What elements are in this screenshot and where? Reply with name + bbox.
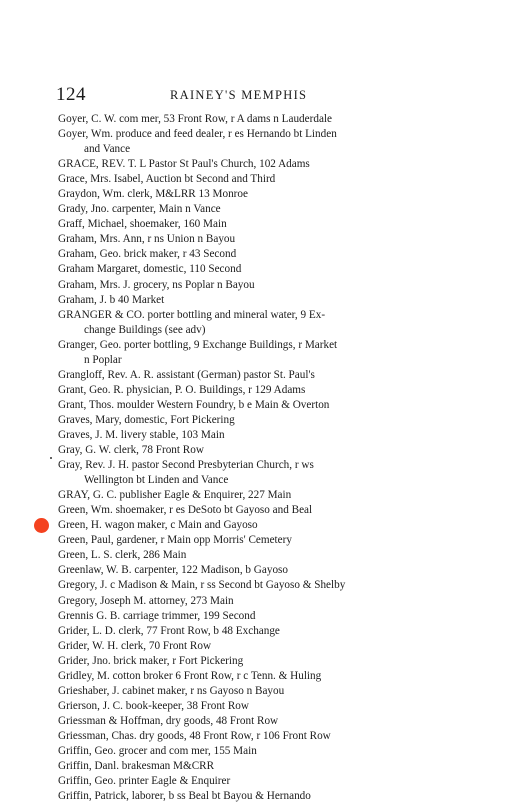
directory-entry: Graves, Mary, domestic, Fort Pickering	[58, 413, 235, 426]
directory-entry: Grieshaber, J. cabinet maker, r ns Gayoso n Bayou	[58, 684, 285, 697]
directory-entry-continuation: Wellington bt Linden and Vance	[84, 474, 229, 487]
directory-entry: GRAY, G. C. publisher Eagle & Enquirer, 227 Main	[58, 489, 292, 502]
directory-entry: Grangloff, Rev. A. R. assistant (German) pastor St. Paul's	[58, 368, 315, 381]
directory-entry: Graham, Geo. brick maker, r 43 Second	[58, 248, 237, 261]
directory-entry: Grider, W. H. clerk, 70 Front Row	[58, 639, 212, 652]
directory-entry: Griffin, Geo. grocer and com mer, 155 Main	[58, 744, 257, 757]
directory-entry: Grace, Mrs. Isabel, Auction bt Second and Third	[58, 173, 276, 186]
directory-entry: Griffin, Patrick, laborer, b ss Beal bt Bayou & Hernando	[58, 790, 311, 803]
directory-entry: Graves, J. M. livery stable, 103 Main	[58, 428, 225, 441]
directory-entry: Gray, Rev. J. H. pastor Second Presbyterian Church, r ws	[58, 459, 314, 472]
directory-entry: Graham, Mrs. J. grocery, ns Poplar n Bayou	[58, 278, 255, 291]
page-number: 124	[56, 84, 86, 105]
directory-entry: Green, Wm. shoemaker, r es DeSoto bt Gayoso and Beal	[58, 504, 313, 517]
directory-entry-continuation: and Vance	[84, 143, 131, 156]
directory-entry: Green, H. wagon maker, c Main and Gayoso	[58, 519, 258, 532]
directory-entry: GRACE, REV. T. L Pastor St Paul's Church, 102 Adams	[58, 158, 310, 171]
directory-entry: Griessman & Hoffman, dry goods, 48 Front Row	[58, 714, 279, 727]
directory-entry: Gray, G. W. clerk, 78 Front Row	[58, 444, 204, 457]
directory-entry: Grider, L. D. clerk, 77 Front Row, b 48 Exchange	[58, 624, 280, 637]
directory-entry: Green, Paul, gardener, r Main opp Morris' Cemetery	[58, 534, 292, 547]
directory-entry: Griffin, Danl. brakesman M&CRR	[58, 760, 215, 773]
directory-entry: Grant, Geo. R. physician, P. O. Buildings, r 129 Adams	[58, 383, 306, 396]
directory-entry: Green, L. S. clerk, 286 Main	[58, 549, 187, 562]
directory-entry: Granger, Geo. porter bottling, 9 Exchange Buildings, r Market	[58, 338, 338, 351]
directory-entry: Goyer, C. W. com mer, 53 Front Row, r A dams n Lauderdale	[58, 113, 332, 125]
directory-entry: Greenlaw, W. B. carpenter, 122 Madison, b Gayoso	[58, 564, 288, 577]
directory-entry-continuation: change Buildings (see adv)	[84, 323, 206, 336]
directory-entry: Graham Margaret, domestic, 110 Second	[58, 263, 242, 276]
ink-speck	[50, 457, 52, 459]
directory-entry-continuation: n Poplar	[84, 353, 122, 366]
running-head: RAINEY'S MEMPHIS	[170, 88, 308, 102]
directory-entry: Gregory, Joseph M. attorney, 273 Main	[58, 594, 234, 607]
directory-entry: Griessman, Chas. dry goods, 48 Front Row, r 106 Front Row	[58, 729, 331, 742]
directory-entry: GRANGER & CO. porter bottling and mineral water, 9 Ex-	[58, 308, 326, 321]
directory-entry: Graydon, Wm. clerk, M&LRR 13 Monroe	[58, 188, 248, 201]
directory-entry: Grider, Jno. brick maker, r Fort Pickering	[58, 654, 244, 667]
directory-entry: Gridley, M. cotton broker 6 Front Row, r c Tenn. & Huling	[58, 669, 322, 682]
directory-entry: Grierson, J. C. book-keeper, 38 Front Row	[58, 699, 249, 712]
red-marker-dot	[34, 518, 49, 533]
directory-entry: Graham, J. b 40 Market	[58, 293, 165, 306]
directory-entry: Griffin, Geo. printer Eagle & Enquirer	[58, 775, 231, 788]
directory-entry: Grady, Jno. carpenter, Main n Vance	[58, 203, 221, 216]
directory-entries	[58, 112, 498, 804]
directory-entry: Graham, Mrs. Ann, r ns Union n Bayou	[58, 233, 236, 246]
directory-entry: Grant, Thos. moulder Western Foundry, b e Main & Overton	[58, 398, 330, 411]
directory-entry: Goyer, Wm. produce and feed dealer, r es Hernando bt Linden	[58, 128, 337, 141]
directory-entry: Graff, Michael, shoemaker, 160 Main	[58, 218, 227, 231]
directory-entry: Grennis G. B. carriage trimmer, 199 Second	[58, 609, 256, 622]
directory-entry: Gregory, J. c Madison & Main, r ss Second bt Gayoso & Shelby	[58, 579, 346, 592]
